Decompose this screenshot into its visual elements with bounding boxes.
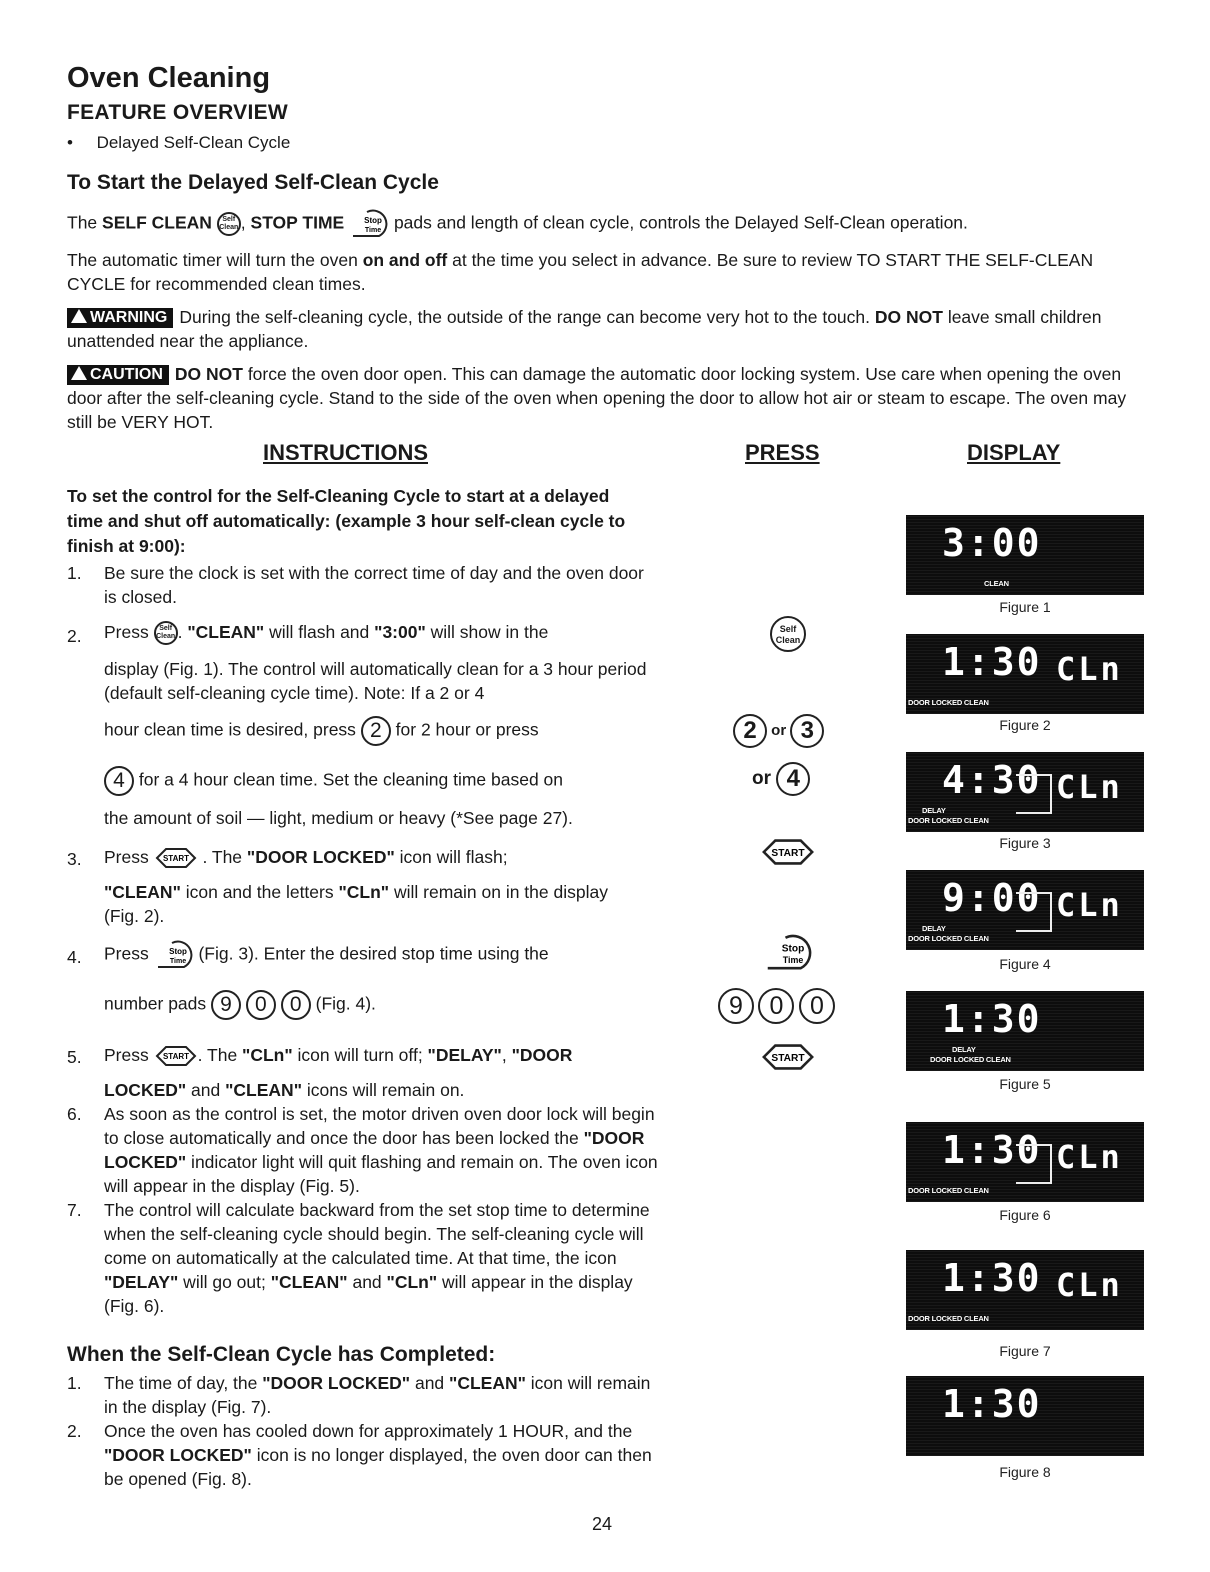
figure-3-caption: Figure 3 (999, 835, 1051, 851)
display-figure-6: 1:30 CLn DOOR LOCKED CLEAN (906, 1122, 1144, 1202)
intro-paragraph: The SELF CLEAN Self Clean , STOP TIME Stop Time pads and length of clean cycle, controls the Delayed Self-Clean operation. (67, 209, 1147, 239)
press-2-or-3: 2 or 3 (733, 714, 824, 748)
svg-text:START: START (771, 847, 805, 859)
start-pad-icon (154, 847, 198, 869)
start-pad-icon (760, 1043, 816, 1071)
pad-0-icon: 0 (281, 990, 311, 1020)
warning-triangle-icon (71, 309, 87, 323)
instructions-column-heading: INSTRUCTIONS (263, 440, 428, 465)
caution-paragraph: CAUTION DO NOT force the oven door open. This can damage the automatic door locking system. Use care when opening the oven door after the self-cleaning cycle. Stand to the side of the oven when opening the door to allow hot air or steam to escape. The oven may still be VERY HOT. (67, 364, 1127, 432)
oven-icon (1016, 1144, 1052, 1184)
stop-time-pad-icon (762, 934, 814, 972)
stop-time-pad-icon (154, 940, 194, 970)
set-control-intro: To set the control for the Self-Cleaning Cycle to start at a delayed time and shut off automatically: (example 3 hour self-clean cycle to finish at 9:00): (67, 486, 626, 556)
completed-heading: When the Self-Clean Cycle has Completed: (67, 1343, 496, 1366)
auto-timer-paragraph: The automatic timer will turn the oven on and off at the time you select in advance. Be sure to review TO START THE SELF-CLEAN CYCLE for recommended clean times. (67, 250, 1094, 294)
figure-6-caption: Figure 6 (999, 1207, 1051, 1223)
page-number: 24 (592, 1514, 613, 1534)
svg-text:Stop: Stop (364, 216, 382, 225)
oven-icon (1016, 774, 1052, 814)
display-column-heading: DISPLAY (967, 440, 1061, 465)
svg-text:Time: Time (364, 227, 382, 234)
press-9-0-0 (718, 988, 835, 1024)
pad-9-icon: 9 (718, 988, 754, 1024)
svg-text:Time: Time (782, 955, 804, 966)
self-clean-pad-icon: Self Clean (770, 616, 806, 652)
figure-5-caption: Figure 5 (999, 1076, 1051, 1092)
start-pad-icon (760, 838, 816, 866)
figure-7-caption: Figure 7 (999, 1343, 1051, 1359)
pad-4-icon: 4 (104, 766, 134, 796)
pad-9-icon: 9 (211, 990, 241, 1020)
overview-list-item: • Delayed Self-Clean Cycle (67, 133, 291, 152)
caution-triangle-icon (71, 366, 87, 380)
pad-2-icon: 2 (361, 716, 391, 746)
display-figure-2: 1:30 CLn DOOR LOCKED CLEAN (906, 634, 1144, 714)
pad-0-icon: 0 (246, 990, 276, 1020)
display-figure-4: 9:00 CLn DELAY DOOR LOCKED CLEAN (906, 870, 1144, 950)
svg-text:START: START (162, 1052, 189, 1062)
svg-text:Stop: Stop (781, 943, 805, 955)
stop-time-pad-icon (349, 209, 389, 239)
feature-overview-heading: FEATURE OVERVIEW (67, 101, 289, 124)
figure-4-caption: Figure 4 (999, 956, 1051, 972)
display-figure-1: 3:00 CLEAN (906, 515, 1144, 595)
display-figure-7: 1:30 CLn DOOR LOCKED CLEAN (906, 1250, 1144, 1330)
figure-2-caption: Figure 2 (999, 717, 1051, 733)
figure-8-caption: Figure 8 (999, 1464, 1051, 1480)
svg-text:START: START (771, 1052, 805, 1064)
display-figure-8: 1:30 (906, 1376, 1144, 1456)
pad-4-icon: 4 (776, 762, 810, 796)
oven-icon (1016, 892, 1052, 932)
section-heading: To Start the Delayed Self-Clean Cycle (67, 171, 439, 194)
self-clean-pad-icon: Self Clean (217, 212, 241, 236)
warning-badge: WARNING (67, 308, 173, 328)
press-column-heading: PRESS (745, 440, 820, 465)
pad-0-icon: 0 (758, 988, 794, 1024)
figure-1-caption: Figure 1 (999, 599, 1051, 615)
display-figure-5: 1:30 DELAY DOOR LOCKED CLEAN (906, 991, 1144, 1071)
page-title: Oven Cleaning (67, 62, 271, 94)
svg-text:Time: Time (169, 958, 186, 965)
display-figure-3: 4:30 CLn DELAY DOOR LOCKED CLEAN (906, 752, 1144, 832)
pad-3-icon: 3 (790, 714, 824, 748)
caution-badge: CAUTION (67, 365, 169, 385)
self-clean-pad-icon: Self Clean (154, 621, 178, 645)
pad-2-icon: 2 (733, 714, 767, 748)
press-or-4: or 4 (752, 762, 810, 796)
svg-text:START: START (162, 854, 189, 864)
pad-0-icon: 0 (799, 988, 835, 1024)
svg-text:Stop: Stop (168, 947, 187, 956)
warning-paragraph: WARNING During the self-cleaning cycle, the outside of the range can become very hot to the touch. DO NOT leave small children unattended near the appliance. (67, 307, 1102, 351)
start-pad-icon (154, 1045, 198, 1067)
